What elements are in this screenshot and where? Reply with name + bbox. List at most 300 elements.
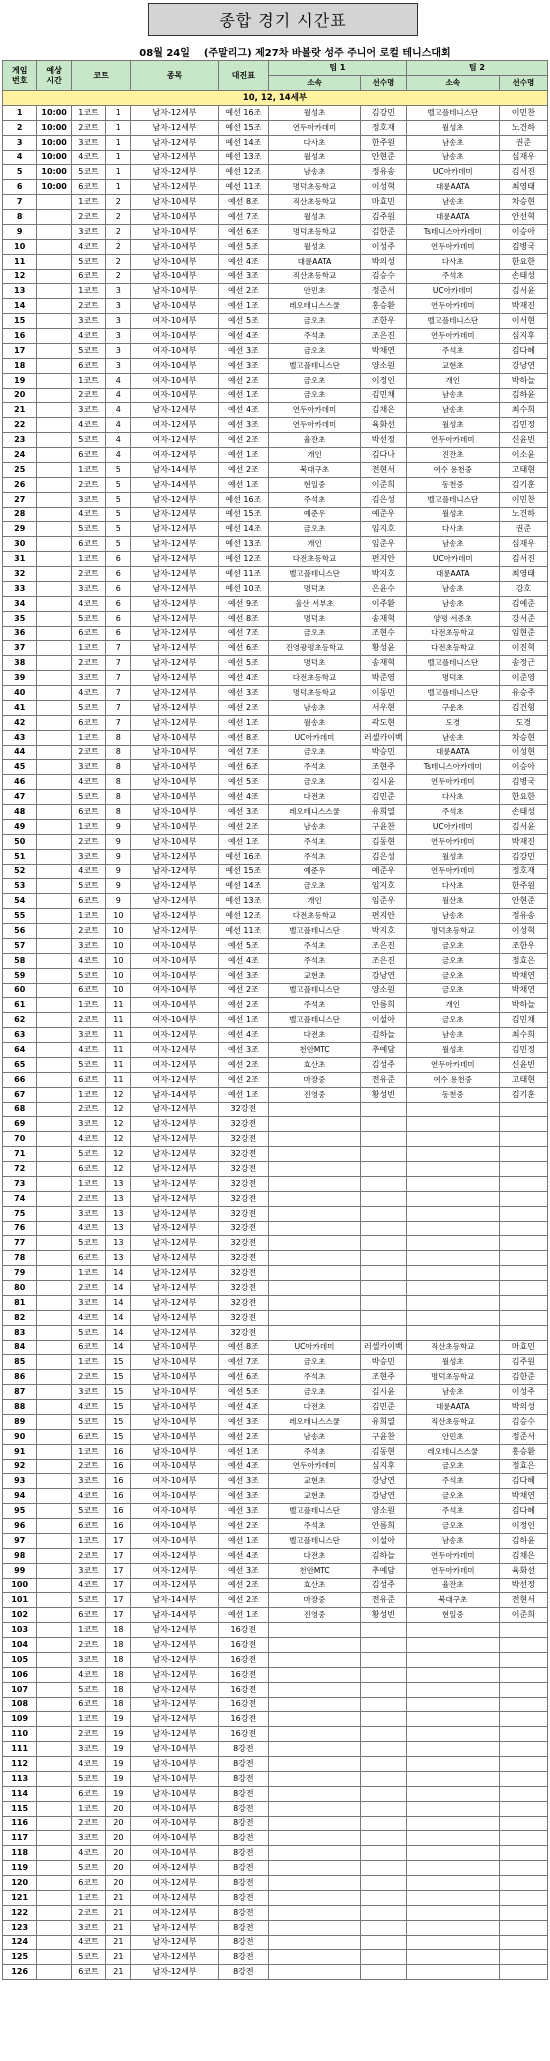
game-time bbox=[37, 998, 71, 1013]
team1-player: 이설아 bbox=[360, 1533, 406, 1548]
team2-player: 육화선 bbox=[499, 1563, 547, 1578]
team2-player: 정유송 bbox=[499, 909, 547, 924]
team1-club: 예준우 bbox=[269, 864, 361, 879]
team1-player bbox=[360, 1266, 406, 1281]
game-time bbox=[37, 329, 71, 344]
team1-club: 다전초 bbox=[269, 790, 361, 805]
match-stage: 8강전 bbox=[218, 1757, 268, 1772]
team2-player bbox=[499, 1876, 547, 1891]
team2-club: 남송초 bbox=[406, 537, 499, 552]
schedule-table bbox=[2, 60, 548, 1980]
match-stage: 예선 11조 bbox=[218, 180, 268, 195]
team2-club bbox=[406, 1281, 499, 1296]
team1-club bbox=[269, 1236, 361, 1251]
team1-club: 남송초 bbox=[269, 819, 361, 834]
game-time bbox=[37, 1340, 71, 1355]
team1-player bbox=[360, 1102, 406, 1117]
court-round: 13 bbox=[106, 1251, 131, 1266]
match-stage: 예선 16조 bbox=[218, 105, 268, 120]
category: 여자-10세부 bbox=[131, 1801, 218, 1816]
match-stage: 8강전 bbox=[218, 1905, 268, 1920]
game-time bbox=[37, 1444, 71, 1459]
team1-player: 구윤찬 bbox=[360, 1429, 406, 1444]
category: 남자-10세부 bbox=[131, 730, 218, 745]
team1-club bbox=[269, 1861, 361, 1876]
team2-player: 박선정 bbox=[499, 1578, 547, 1593]
court-name: 2코트 bbox=[71, 1102, 105, 1117]
team2-player bbox=[499, 1652, 547, 1667]
game-time bbox=[37, 388, 71, 403]
court-name: 5코트 bbox=[71, 968, 105, 983]
category: 남자-12세부 bbox=[131, 849, 218, 864]
match-stage: 예선 4조 bbox=[218, 1459, 268, 1474]
team1-player: 이주환 bbox=[360, 596, 406, 611]
table-row bbox=[3, 1816, 548, 1831]
team2-club: 주석초 bbox=[406, 1504, 499, 1519]
game-number: 8 bbox=[3, 210, 37, 225]
team2-club: 남송초 bbox=[406, 730, 499, 745]
game-number: 12 bbox=[3, 269, 37, 284]
table-row bbox=[3, 1771, 548, 1786]
table-row bbox=[3, 775, 548, 790]
game-number: 55 bbox=[3, 909, 37, 924]
table-row bbox=[3, 1206, 548, 1221]
match-stage: 8강전 bbox=[218, 1950, 268, 1965]
game-time bbox=[37, 1652, 71, 1667]
table-row bbox=[3, 1087, 548, 1102]
team1-club bbox=[269, 1117, 361, 1132]
game-number: 50 bbox=[3, 834, 37, 849]
game-number: 20 bbox=[3, 388, 37, 403]
team1-club: 다전초 bbox=[269, 1028, 361, 1043]
team2-player: 이승아 bbox=[499, 760, 547, 775]
team2-club: 연두아카데미 bbox=[406, 834, 499, 849]
team2-player: 이성현 bbox=[499, 745, 547, 760]
court-round: 1 bbox=[106, 105, 131, 120]
court-round: 8 bbox=[106, 745, 131, 760]
team1-club: 북대구초 bbox=[269, 462, 361, 477]
category: 여자-10세부 bbox=[131, 1013, 218, 1028]
game-time bbox=[37, 1757, 71, 1772]
team1-player bbox=[360, 1757, 406, 1772]
team1-player: 박승민 bbox=[360, 745, 406, 760]
table-row bbox=[3, 433, 548, 448]
team1-player: 정유송 bbox=[360, 165, 406, 180]
court-name: 6코트 bbox=[71, 1162, 105, 1177]
team2-club: 진잔초 bbox=[406, 448, 499, 463]
court-name: 2코트 bbox=[71, 656, 105, 671]
table-row bbox=[3, 462, 548, 477]
header-match: 대진표 bbox=[218, 61, 268, 91]
team1-player: 조현주 bbox=[360, 1370, 406, 1385]
game-time bbox=[37, 299, 71, 314]
game-time bbox=[37, 567, 71, 582]
court-round: 9 bbox=[106, 894, 131, 909]
match-stage: 32강전 bbox=[218, 1147, 268, 1162]
team2-club bbox=[406, 1325, 499, 1340]
category: 여자-12세부 bbox=[131, 1861, 218, 1876]
table-row bbox=[3, 1890, 548, 1905]
schedule-body bbox=[3, 91, 548, 1980]
team1-player: 송재혁 bbox=[360, 656, 406, 671]
team1-player: 안현준 bbox=[360, 150, 406, 165]
category: 남자-12세부 bbox=[131, 1295, 218, 1310]
team2-club: 다사초 bbox=[406, 522, 499, 537]
team1-club: 천안MTC bbox=[269, 1043, 361, 1058]
game-time: 10:00 bbox=[37, 165, 71, 180]
game-number: 24 bbox=[3, 448, 37, 463]
court-name: 2코트 bbox=[71, 1281, 105, 1296]
team1-player: 김승수 bbox=[360, 269, 406, 284]
team1-player bbox=[360, 1667, 406, 1682]
table-row bbox=[3, 1608, 548, 1623]
court-round: 11 bbox=[106, 1043, 131, 1058]
team2-club: 다사초 bbox=[406, 790, 499, 805]
header-team1: 팀 1 bbox=[269, 61, 407, 76]
category: 남자-10세부 bbox=[131, 224, 218, 239]
court-round: 10 bbox=[106, 953, 131, 968]
team1-player: 박선정 bbox=[360, 433, 406, 448]
court-round: 12 bbox=[106, 1132, 131, 1147]
team1-club bbox=[269, 1652, 361, 1667]
team1-player: 김성주 bbox=[360, 1057, 406, 1072]
category: 남자-12세부 bbox=[131, 656, 218, 671]
category: 남자-12세부 bbox=[131, 1251, 218, 1266]
team1-club bbox=[269, 1905, 361, 1920]
court-name: 6코트 bbox=[71, 715, 105, 730]
category: 여자-10세부 bbox=[131, 373, 218, 388]
court-name: 3코트 bbox=[71, 938, 105, 953]
court-name: 1코트 bbox=[71, 909, 105, 924]
team2-club: 직산초등학교 bbox=[406, 1414, 499, 1429]
table-row bbox=[3, 671, 548, 686]
category: 남자-12세부 bbox=[131, 1281, 218, 1296]
game-number: 18 bbox=[3, 358, 37, 373]
category: 남자-12세부 bbox=[131, 686, 218, 701]
category: 여자-10세부 bbox=[131, 1474, 218, 1489]
match-stage: 16강전 bbox=[218, 1712, 268, 1727]
team2-player: 김서진 bbox=[499, 552, 547, 567]
team2-club: 레오테니스스쿨 bbox=[406, 1444, 499, 1459]
team1-player: 육화선 bbox=[360, 418, 406, 433]
game-time bbox=[37, 224, 71, 239]
match-stage: 예선 1조 bbox=[218, 1013, 268, 1028]
team2-player bbox=[499, 1920, 547, 1935]
game-number: 30 bbox=[3, 537, 37, 552]
court-round: 11 bbox=[106, 1072, 131, 1087]
team1-club: 진영중 bbox=[269, 1087, 361, 1102]
table-row bbox=[3, 1459, 548, 1474]
team2-player: 이준영 bbox=[499, 671, 547, 686]
team2-player: 정준서 bbox=[499, 1429, 547, 1444]
team1-player: 예준우 bbox=[360, 507, 406, 522]
team2-club: 월성초 bbox=[406, 418, 499, 433]
court-round: 21 bbox=[106, 1935, 131, 1950]
court-name: 1코트 bbox=[71, 105, 105, 120]
table-row bbox=[3, 1281, 548, 1296]
game-time bbox=[37, 1861, 71, 1876]
team1-club: 주석초 bbox=[269, 329, 361, 344]
game-time bbox=[37, 1533, 71, 1548]
team2-player: 손태성 bbox=[499, 269, 547, 284]
category: 남자-12세부 bbox=[131, 105, 218, 120]
team2-player: 안선혁 bbox=[499, 210, 547, 225]
game-number: 112 bbox=[3, 1757, 37, 1772]
game-number: 122 bbox=[3, 1905, 37, 1920]
team1-player bbox=[360, 1697, 406, 1712]
game-time bbox=[37, 1801, 71, 1816]
team2-player bbox=[499, 1623, 547, 1638]
team2-club: 명덕초 bbox=[406, 671, 499, 686]
team2-player: 정효은 bbox=[499, 953, 547, 968]
court-name: 3코트 bbox=[71, 1206, 105, 1221]
table-row bbox=[3, 1519, 548, 1534]
team1-player: 서우현 bbox=[360, 700, 406, 715]
team2-player bbox=[499, 1295, 547, 1310]
game-number: 7 bbox=[3, 195, 37, 210]
game-time bbox=[37, 1548, 71, 1563]
game-time bbox=[37, 909, 71, 924]
team1-player: 추예담 bbox=[360, 1043, 406, 1058]
team2-player: 박채연 bbox=[499, 983, 547, 998]
court-name: 6코트 bbox=[71, 805, 105, 820]
court-round: 17 bbox=[106, 1593, 131, 1608]
match-stage: 예선 8조 bbox=[218, 611, 268, 626]
game-time bbox=[37, 641, 71, 656]
game-number: 22 bbox=[3, 418, 37, 433]
court-round: 15 bbox=[106, 1429, 131, 1444]
team1-player: 예준우 bbox=[360, 864, 406, 879]
court-name: 4코트 bbox=[71, 1757, 105, 1772]
category: 남자-12세부 bbox=[131, 165, 218, 180]
team1-club: UC아카데미 bbox=[269, 1340, 361, 1355]
team1-club: 명덕초등학교 bbox=[269, 686, 361, 701]
court-round: 15 bbox=[106, 1400, 131, 1415]
team2-club bbox=[406, 1935, 499, 1950]
category: 남자-12세부 bbox=[131, 1623, 218, 1638]
court-name: 1코트 bbox=[71, 284, 105, 299]
category: 여자-12세부 bbox=[131, 1057, 218, 1072]
match-stage: 예선 15조 bbox=[218, 120, 268, 135]
team1-player: 김하늘 bbox=[360, 1028, 406, 1043]
court-round: 3 bbox=[106, 329, 131, 344]
category: 남자-12세부 bbox=[131, 1325, 218, 1340]
game-number: 57 bbox=[3, 938, 37, 953]
table-row bbox=[3, 1548, 548, 1563]
court-name: 6코트 bbox=[71, 1697, 105, 1712]
court-round: 1 bbox=[106, 135, 131, 150]
team2-player: 김기훈 bbox=[499, 1087, 547, 1102]
page-title: 종합 경기 시간표 bbox=[148, 3, 418, 36]
team2-player bbox=[499, 1221, 547, 1236]
team1-club bbox=[269, 1801, 361, 1816]
team2-player: 김주원 bbox=[499, 1355, 547, 1370]
court-round: 16 bbox=[106, 1489, 131, 1504]
team2-player: 박채연 bbox=[499, 1489, 547, 1504]
table-row bbox=[3, 924, 548, 939]
court-name: 3코트 bbox=[71, 1028, 105, 1043]
game-number: 6 bbox=[3, 180, 37, 195]
match-stage: 예선 7조 bbox=[218, 210, 268, 225]
team1-club: 레오테니스스쿨 bbox=[269, 805, 361, 820]
team1-player: 양소원 bbox=[360, 358, 406, 373]
court-round: 10 bbox=[106, 924, 131, 939]
team1-player bbox=[360, 1295, 406, 1310]
table-row bbox=[3, 284, 548, 299]
team1-club bbox=[269, 1697, 361, 1712]
game-time bbox=[37, 1593, 71, 1608]
court-round: 6 bbox=[106, 581, 131, 596]
court-round: 18 bbox=[106, 1697, 131, 1712]
table-row bbox=[3, 1712, 548, 1727]
team2-player: 전현서 bbox=[499, 1593, 547, 1608]
category: 남자-10세부 bbox=[131, 1400, 218, 1415]
team1-player bbox=[360, 1132, 406, 1147]
team2-player bbox=[499, 1801, 547, 1816]
game-number: 73 bbox=[3, 1176, 37, 1191]
team1-club: 개인 bbox=[269, 537, 361, 552]
court-round: 9 bbox=[106, 834, 131, 849]
category: 남자-12세부 bbox=[131, 1950, 218, 1965]
court-round: 6 bbox=[106, 552, 131, 567]
court-round: 18 bbox=[106, 1667, 131, 1682]
game-time bbox=[37, 507, 71, 522]
team2-player: 한주원 bbox=[499, 879, 547, 894]
team1-club: 진영중 bbox=[269, 1608, 361, 1623]
game-number: 88 bbox=[3, 1400, 37, 1415]
team1-club: 남송초 bbox=[269, 165, 361, 180]
team2-club: 금오초 bbox=[406, 1013, 499, 1028]
team1-player: 강낭연 bbox=[360, 968, 406, 983]
court-round: 19 bbox=[106, 1757, 131, 1772]
match-stage: 예선 3조 bbox=[218, 1504, 268, 1519]
category: 여자-10세부 bbox=[131, 953, 218, 968]
team1-player bbox=[360, 1310, 406, 1325]
court-name: 6코트 bbox=[71, 1072, 105, 1087]
court-name: 6코트 bbox=[71, 1876, 105, 1891]
court-round: 16 bbox=[106, 1474, 131, 1489]
table-row bbox=[3, 1340, 548, 1355]
team1-club bbox=[269, 1102, 361, 1117]
team2-club bbox=[406, 1176, 499, 1191]
team1-club: 직산초등학교 bbox=[269, 269, 361, 284]
category: 여자-10세부 bbox=[131, 388, 218, 403]
table-row bbox=[3, 760, 548, 775]
match-stage: 32강전 bbox=[218, 1281, 268, 1296]
team2-club: 월성초 bbox=[406, 507, 499, 522]
game-time bbox=[37, 1176, 71, 1191]
team1-player bbox=[360, 1831, 406, 1846]
court-name: 4코트 bbox=[71, 1935, 105, 1950]
game-number: 99 bbox=[3, 1563, 37, 1578]
team1-club bbox=[269, 1876, 361, 1891]
court-round: 8 bbox=[106, 775, 131, 790]
team2-club: 남송초 bbox=[406, 388, 499, 403]
category: 남자-10세부 bbox=[131, 1757, 218, 1772]
match-stage: 예선 8조 bbox=[218, 1340, 268, 1355]
match-stage: 예선 4조 bbox=[218, 403, 268, 418]
court-round: 10 bbox=[106, 983, 131, 998]
category: 남자-10세부 bbox=[131, 1444, 218, 1459]
court-name: 1코트 bbox=[71, 1444, 105, 1459]
team1-player bbox=[360, 1191, 406, 1206]
match-stage: 예선 2조 bbox=[218, 1578, 268, 1593]
team2-player: 이승아 bbox=[499, 224, 547, 239]
team1-player bbox=[360, 1771, 406, 1786]
game-number: 72 bbox=[3, 1162, 37, 1177]
court-name: 5코트 bbox=[71, 700, 105, 715]
game-time bbox=[37, 626, 71, 641]
game-time bbox=[37, 671, 71, 686]
team2-player: 김하윤 bbox=[499, 388, 547, 403]
court-round: 4 bbox=[106, 388, 131, 403]
court-name: 2코트 bbox=[71, 1727, 105, 1742]
match-stage: 16강전 bbox=[218, 1727, 268, 1742]
table-row bbox=[3, 1697, 548, 1712]
team2-player bbox=[499, 1950, 547, 1965]
team2-club: 대륜AATA bbox=[406, 210, 499, 225]
match-stage: 예선 1조 bbox=[218, 715, 268, 730]
team1-club bbox=[269, 1846, 361, 1861]
table-row bbox=[3, 1162, 548, 1177]
team1-player: 조은진 bbox=[360, 953, 406, 968]
team1-club: 다전초 bbox=[269, 1548, 361, 1563]
team1-player: 김동현 bbox=[360, 834, 406, 849]
court-round: 19 bbox=[106, 1727, 131, 1742]
game-number: 79 bbox=[3, 1266, 37, 1281]
table-row bbox=[3, 329, 548, 344]
category: 여자-10세부 bbox=[131, 998, 218, 1013]
team1-club bbox=[269, 1295, 361, 1310]
game-time bbox=[37, 1638, 71, 1653]
team2-club: 금오초 bbox=[406, 968, 499, 983]
category: 여자-12세부 bbox=[131, 1890, 218, 1905]
court-round: 20 bbox=[106, 1801, 131, 1816]
category: 남자-10세부 bbox=[131, 254, 218, 269]
team1-club: 월성초 bbox=[269, 105, 361, 120]
game-number: 37 bbox=[3, 641, 37, 656]
game-time bbox=[37, 522, 71, 537]
team2-club bbox=[406, 1727, 499, 1742]
category: 여자-10세부 bbox=[131, 314, 218, 329]
court-name: 6코트 bbox=[71, 626, 105, 641]
team2-player: 고태현 bbox=[499, 462, 547, 477]
table-row bbox=[3, 120, 548, 135]
team1-player: 곽도현 bbox=[360, 715, 406, 730]
category: 남자-12세부 bbox=[131, 1176, 218, 1191]
team1-player bbox=[360, 1816, 406, 1831]
game-number: 126 bbox=[3, 1965, 37, 1980]
team2-club bbox=[406, 1117, 499, 1132]
team2-player bbox=[499, 1682, 547, 1697]
team2-player: 김예준 bbox=[499, 596, 547, 611]
team2-player: 김서진 bbox=[499, 165, 547, 180]
court-round: 6 bbox=[106, 626, 131, 641]
team1-club: 금오초 bbox=[269, 343, 361, 358]
team1-player: 이동민 bbox=[360, 686, 406, 701]
team2-club: 벨고플테니스단 bbox=[406, 105, 499, 120]
match-stage: 예선 4조 bbox=[218, 671, 268, 686]
game-time bbox=[37, 1281, 71, 1296]
game-number: 13 bbox=[3, 284, 37, 299]
game-time bbox=[37, 358, 71, 373]
team1-club: 천안MTC bbox=[269, 1563, 361, 1578]
team1-player: 박의성 bbox=[360, 254, 406, 269]
match-stage: 예선 3조 bbox=[218, 1563, 268, 1578]
team2-club bbox=[406, 1638, 499, 1653]
game-time bbox=[37, 1474, 71, 1489]
match-stage: 예선 8조 bbox=[218, 730, 268, 745]
